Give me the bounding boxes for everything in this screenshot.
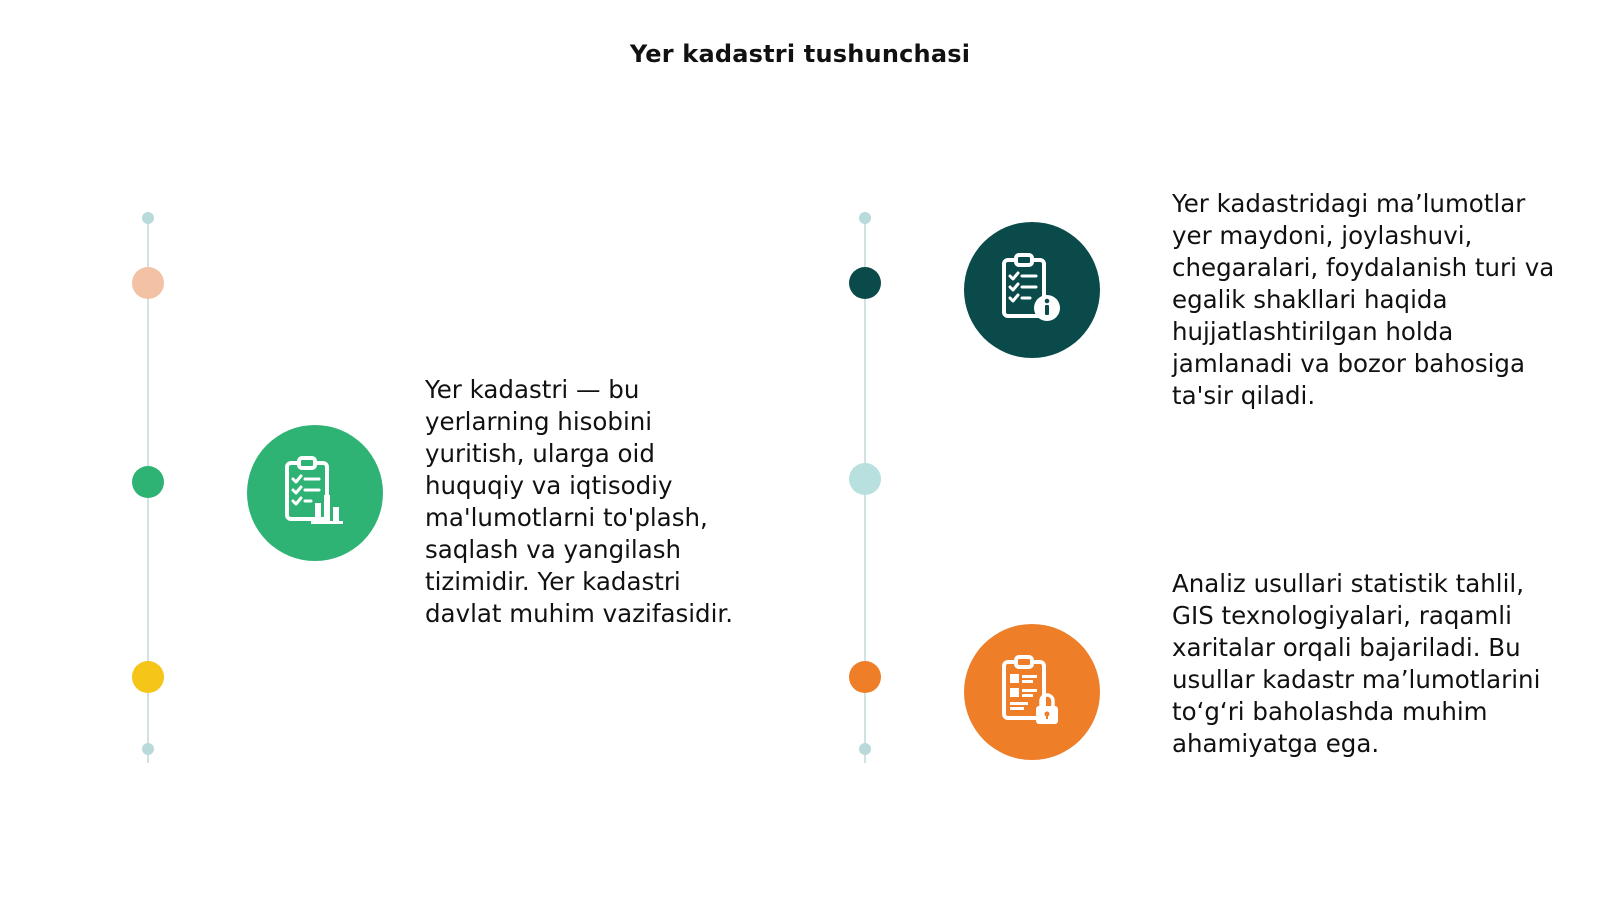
item-text-2: Yer kadastridagi ma’lumotlar yer maydoni, joylashuvi, chegaralari, foydalanish turi va egalik shakllari haqida hujjatlashtirilgan holda jamlanadi va bozor bahosiga ta'sir qiladi. <box>1172 189 1555 410</box>
icon-circle-green <box>247 425 383 561</box>
clipboard-chart-icon <box>275 453 355 533</box>
timeline-left <box>128 210 168 775</box>
item-text-3: Analiz usullari statistik tahlil, GIS texnologiyalari, raqamli xaritalar orqali bajariladi. Bu usullar kadastr ma’lumotlarini to‘g‘ri baholashda muhim ahamiyatga ega. <box>1172 569 1541 758</box>
timeline-right <box>845 210 885 775</box>
timeline-dot-yellow <box>132 661 164 693</box>
timeline-end-dot-top <box>859 212 871 224</box>
timeline-dot-dark-teal <box>849 267 881 299</box>
icon-circle-dark-teal <box>964 222 1100 358</box>
timeline-end-dot-bottom <box>859 743 871 755</box>
clipboard-lock-icon <box>992 652 1072 732</box>
timeline-end-dot-bottom <box>142 743 154 755</box>
timeline-dot-light-teal <box>849 463 881 495</box>
timeline-dot-orange <box>849 661 881 693</box>
timeline-dot-peach <box>132 267 164 299</box>
clipboard-info-icon <box>992 250 1072 330</box>
item-text-1: Yer kadastri — bu yerlarning hisobini yuritish, ularga oid huquqiy va iqtisodiy ma'lumotlarni to'plash, saqlash va yangilash tizimidir. Yer kadastri davlat muhim vazifasidir. <box>425 375 734 628</box>
page-title: Yer kadastri tushunchasi <box>629 40 971 68</box>
timeline-dot-green <box>132 466 164 498</box>
timeline-end-dot-top <box>142 212 154 224</box>
icon-circle-orange <box>964 624 1100 760</box>
